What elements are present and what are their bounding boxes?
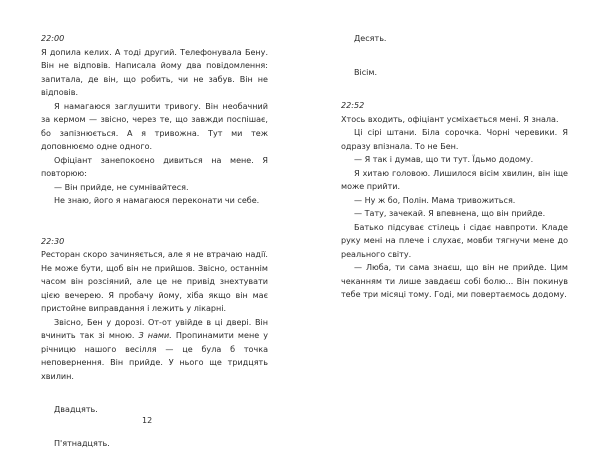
page-number: 12 — [142, 416, 153, 425]
left-column — [41, 32, 268, 450]
paragraph: Батько підсуває стілець і сідає навпроти. Кладе руку мені на плече і слухає, мовби тягнучи мене до реального світу. — [341, 222, 568, 259]
time-stamp: 22:52 — [341, 101, 365, 110]
paragraph: Хтось входить, офіціант усміхається мені. Я знала. — [341, 114, 559, 124]
paragraph: Я допила келих. А тоді другий. Телефонувала Бену. Він не відповів. Написала йому два повідомлення: запитала, де він, що робить, чи не забув. Він не відповів. — [41, 47, 268, 97]
emphasis: З нами. — [138, 331, 172, 340]
dialogue-line: — Люба, ти сама знаєш, що він не прийде. Цим чеканням ти лише завдаєш собі болю... Він покинув тебе три місяці тому. Годі, ми повертаємось додому. — [341, 263, 568, 299]
paragraph — [41, 316, 268, 384]
dialogue-line: — Він прийде, не сумнівайтеся. — [54, 182, 189, 192]
countdown-line: Вісім. — [354, 67, 378, 77]
right-column — [341, 32, 568, 302]
dialogue-line: — Я так і думав, що ти тут. Їдьмо додому. — [354, 155, 534, 164]
time-stamp: 22:30 — [41, 236, 65, 246]
countdown-line: П'ятнадцять. — [54, 438, 110, 448]
paragraph: Я хитаю головою. Лишилося вісім хвилин, він іще може прийти. — [341, 168, 568, 191]
paragraph: Не знаю, його я намагаюся переконати чи себе. — [54, 196, 260, 205]
paragraph-part: Звісно, Бен у дорозі. От-от увійде в ці двері. Він вчинить так зі мною. — [41, 317, 268, 340]
paragraph: Офіціант занепокоєно дивиться на мене. Я повторюю: — [41, 155, 268, 178]
paragraph: Ресторан скоро зачиняється, але я не втрачаю надії. Не може бути, щоб він не прийшов. Звісно, останнім часом він розсіяний, але це не привід знехтувати цією вечерею. Я пробачу йому, хіба якщо він має пристойне виправдання і лежить у лікарні. — [41, 250, 268, 313]
dialogue-line: — Ну ж бо, Полін. Мама тривожиться. — [354, 195, 516, 205]
paragraph: Я намагаюся заглушити тривогу. Він необачний за кермом — звісно, через те, що завжди поспішає, бо запізнюється. А я тривожна. Тут ми теж доповнюємо одне одного. — [41, 101, 268, 151]
paragraph: Ці сірі штани. Біла сорочка. Чорні черевики. Я одразу впізнала. То не Бен. — [341, 128, 568, 151]
paragraph-part: Пропинамити мене у річницю нашого весілля — це була б точка неповернення. Він прийде. У нього ще тридцять хвилин. — [41, 331, 268, 381]
time-stamp: 22:00 — [41, 34, 65, 43]
dialogue-line: — Тату, зачекай. Я впевнена, що він прийде. — [354, 209, 546, 218]
countdown-line: Десять. — [354, 34, 387, 43]
countdown-line: Двадцять. — [54, 405, 98, 414]
